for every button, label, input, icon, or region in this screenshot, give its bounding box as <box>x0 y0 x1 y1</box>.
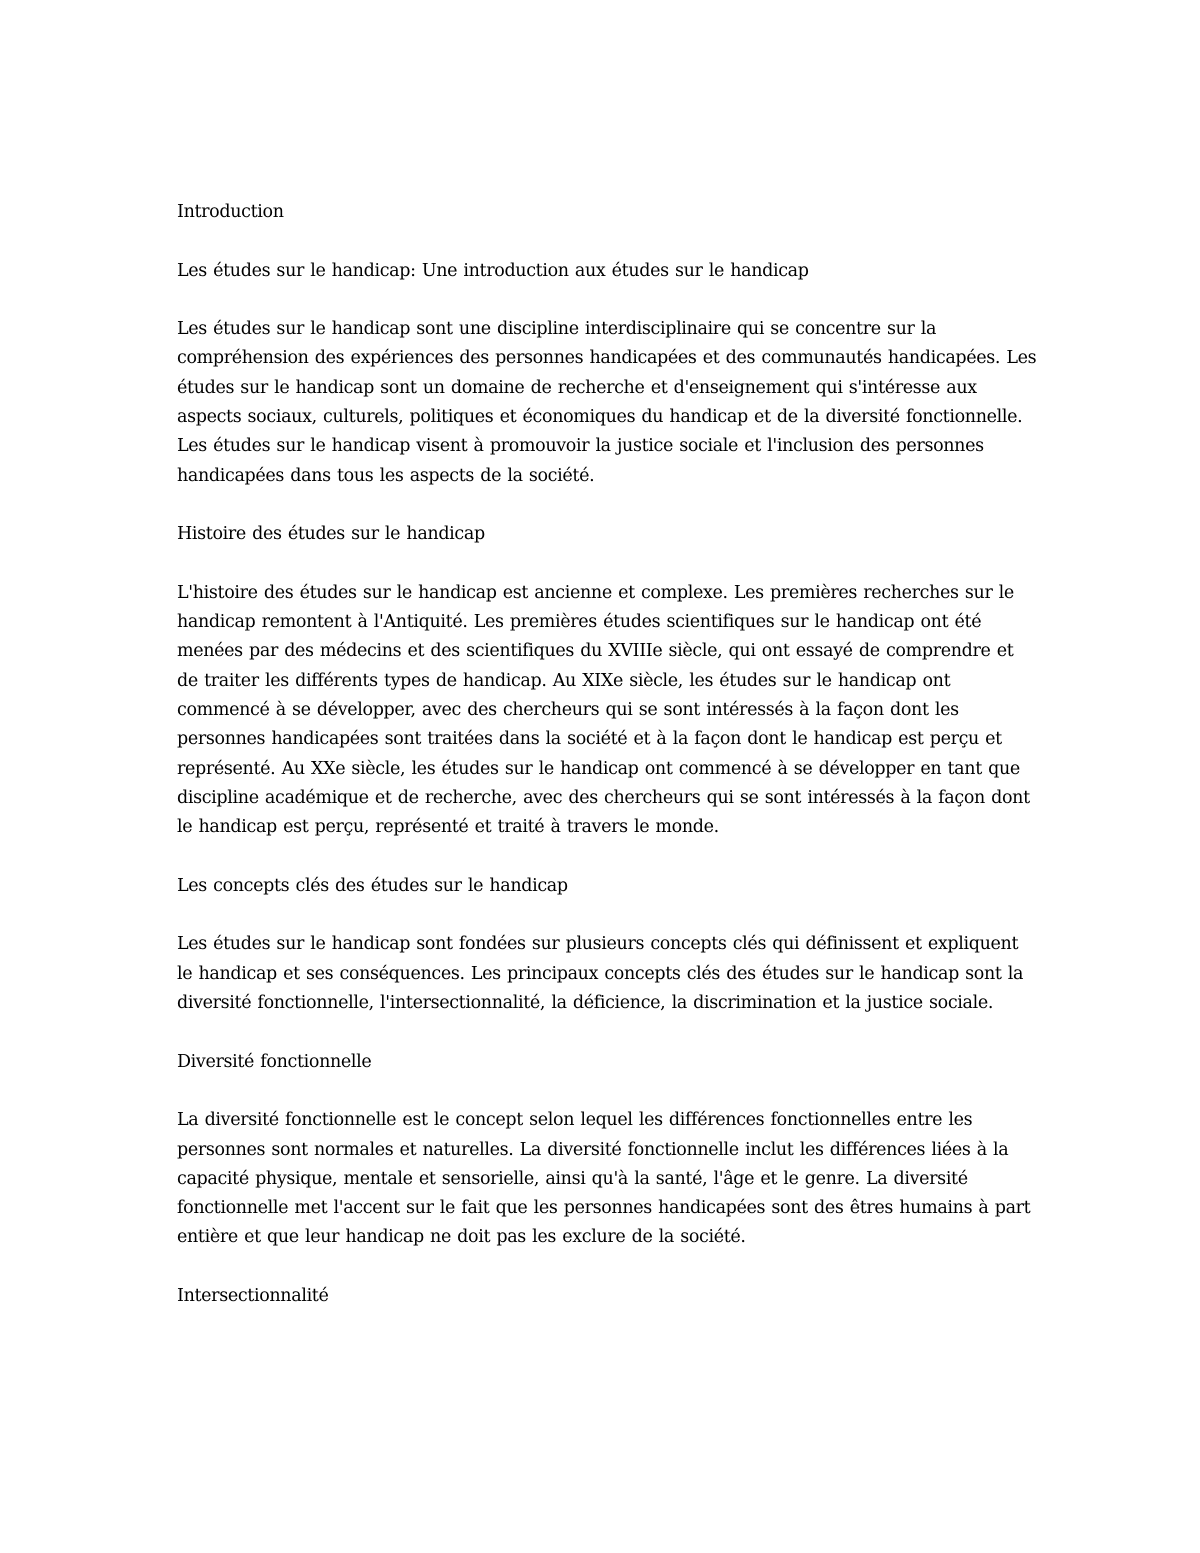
section-heading-history: Histoire des études sur le handicap <box>177 524 485 545</box>
section-heading-functional-diversity: Diversité fonctionnelle <box>177 1051 372 1072</box>
section-heading-introduction: Introduction <box>177 202 284 222</box>
paragraph-introduction: Les études sur le handicap sont une discipline interdisciplinaire qui se concentre sur la compréhension des expériences des personnes handicapées et des communautés handicapées. Les études sur le handicap sont un domaine de recherche et d'enseignement qui s'intéresse aux aspects sociaux, culturels, politiques et économiques du handicap et de la diversité fonctionnelle. Les études sur le handicap visent à promouvoir la justice sociale et l'inclusion des personnes handicapées dans tous les aspects de la société. <box>177 319 1037 486</box>
section-heading-key-concepts: Les concepts clés des études sur le handicap <box>177 875 568 896</box>
paragraph-functional-diversity: La diversité fonctionnelle est le concept selon lequel les différences fonctionnelles entre les personnes sont normales et naturelles. La diversité fonctionnelle inclut les différences liées à la capacité physique, mentale et sensorielle, ainsi qu'à la santé, l'âge et le genre. La diversité fonctionnelle met l'accent sur le fait que les personnes handicapées sont des êtres humains à part entière et que leur handicap ne doit pas les exclure de la société. <box>177 1110 1031 1248</box>
document-title: Les études sur le handicap: Une introduction aux études sur le handicap <box>177 260 809 281</box>
paragraph-key-concepts: Les études sur le handicap sont fondées sur plusieurs concepts clés qui définissent et expliquent le handicap et ses conséquences. Les principaux concepts clés des études sur le handicap sont la diversité fonctionnelle, l'intersectionnalité, la déficience, la discrimination et la justice sociale. <box>177 934 1024 1014</box>
section-heading-intersectionality: Intersectionnalité <box>177 1285 329 1306</box>
paragraph-history: L'histoire des études sur le handicap est ancienne et complexe. Les premières recherches sur le handicap remontent à l'Antiquité. Les premières études scientifiques sur le handicap ont été menées par des médecins et des scientifiques du XVIIIe siècle, qui ont essayé de comprendre et de traiter les différents types de handicap. Au XIXe siècle, les études sur le handicap ont commencé à se développer, avec des chercheurs qui se sont intéressés à la façon dont les personnes handicapées sont traitées dans la société et à la façon dont le handicap est perçu et représenté. Au XXe siècle, les études sur le handicap ont commencé à se développer en tant que discipline académique et de recherche, avec des chercheurs qui se sont intéressés à la façon dont le handicap est perçu, représenté et traité à travers le monde. <box>177 582 1030 838</box>
document-body <box>177 198 1037 1341</box>
